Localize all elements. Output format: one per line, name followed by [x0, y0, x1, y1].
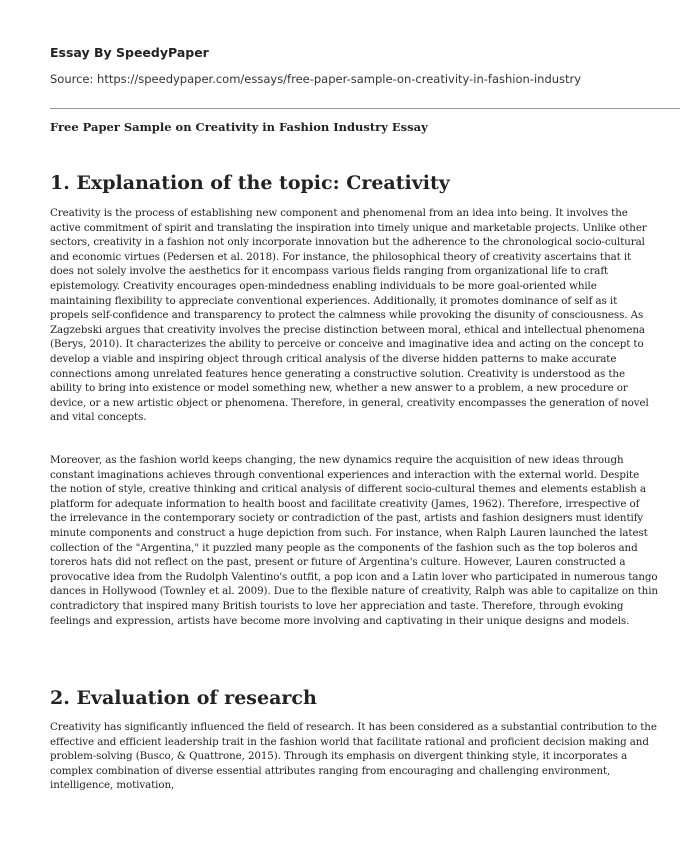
header-divider — [50, 108, 680, 109]
section-heading-creativity: 1. Explanation of the topic: Creativity — [50, 172, 450, 194]
paragraph: Creativity has significantly influenced the field of research. It has been considered as a substantial contribution to the effective and efficient leadership trait in the fashion world that facilitate rational and proficient decision making and problem-solving (Busco, & Quattrone, 2015). Through its emphasis on divergent thinking style, it incorporates a complex combination of diverse essential attributes ranging from encouraging and challenging environment, intelligence, motivation, — [50, 721, 657, 792]
brand-title: Essay By SpeedyPaper — [50, 45, 209, 60]
source-line: Source: https://speedypaper.com/essays/free-paper-sample-on-creativity-in-fashion-industry — [50, 72, 582, 86]
paragraph: Creativity is the process of establishing new component and phenomenal from an idea into being. It involves the active commitment of spirit and translating the inspiration into timely unique and marketable projects. Unlike other sectors, creativity in a fashion not only incorporate innovation but the adherence to the chronological socio-cultural and economic virtues (Pedersen et al. 2018). For instance, the philosophical theory of creativity ascertains that it does not solely involve the aesthetics for it encompass various fields ranging from organizational life to craft epistemology. Creativity encourages open-mindedness enabling individuals to be more goal-oriented while maintaining flexibility to appreciate conventional experiences. Additionally, it promotes dominance of self as it propels self-confidence and transparency to protect the calmness while provoking the disunity of consciousness. As Zagzebski argues that creativity involves the precise distinction between moral, ethical and intellectual phenomena (Berys, 2010). It characterizes the ability to perceive or conceive and imaginative idea and acting on the concept to develop a viable and inspiring object through critical analysis of the diverse hidden patterns to make accurate connections among unrelated features hence generating a constructive solution. Creativity is understood as the ability to bring into existence or model something new, whether a new answer to a problem, a new procedure or device, or a new artistic object or phenomena. Therefore, in general, creativity encompasses the generation of novel and vital concepts. — [50, 207, 649, 424]
paragraph: Moreover, as the fashion world keeps changing, the new dynamics require the acquisition of new ideas through constant imaginations achieves through conventional experiences and interaction with the external world. Despite the notion of style, creative thinking and critical analysis of different socio-cultural themes and elements establish a platform for adequate information to health boost and facilitate creativity (James, 1962). Therefore, irrespective of the irrelevance in the contemporary society or contradiction of the past, artists and fashion designers must identify minute components and construct a huge depiction from such. For instance, when Ralph Lauren launched the latest collection of the "Argentina," it puzzled many people as the components of the fashion such as the top boleros and toreros hats did not reflect on the past, present or future of Argentina's culture. However, Lauren constructed a provocative idea from the Rudolph Valentino's outfit, a pop icon and a Latin lover who participated in numerous tango dances in Hollywood (Townley et al. 2009). Due to the flexible nature of creativity, Ralph was able to capitalize on thin contradictory that inspired many British tourists to love her appreciation and taste. Therefore, through evoking feelings and expression, artists have become more involving and captivating in their unique designs and models. — [50, 454, 658, 627]
document-title: Free Paper Sample on Creativity in Fashion Industry Essay — [50, 120, 428, 134]
section-heading-evaluation: 2. Evaluation of research — [50, 687, 317, 709]
